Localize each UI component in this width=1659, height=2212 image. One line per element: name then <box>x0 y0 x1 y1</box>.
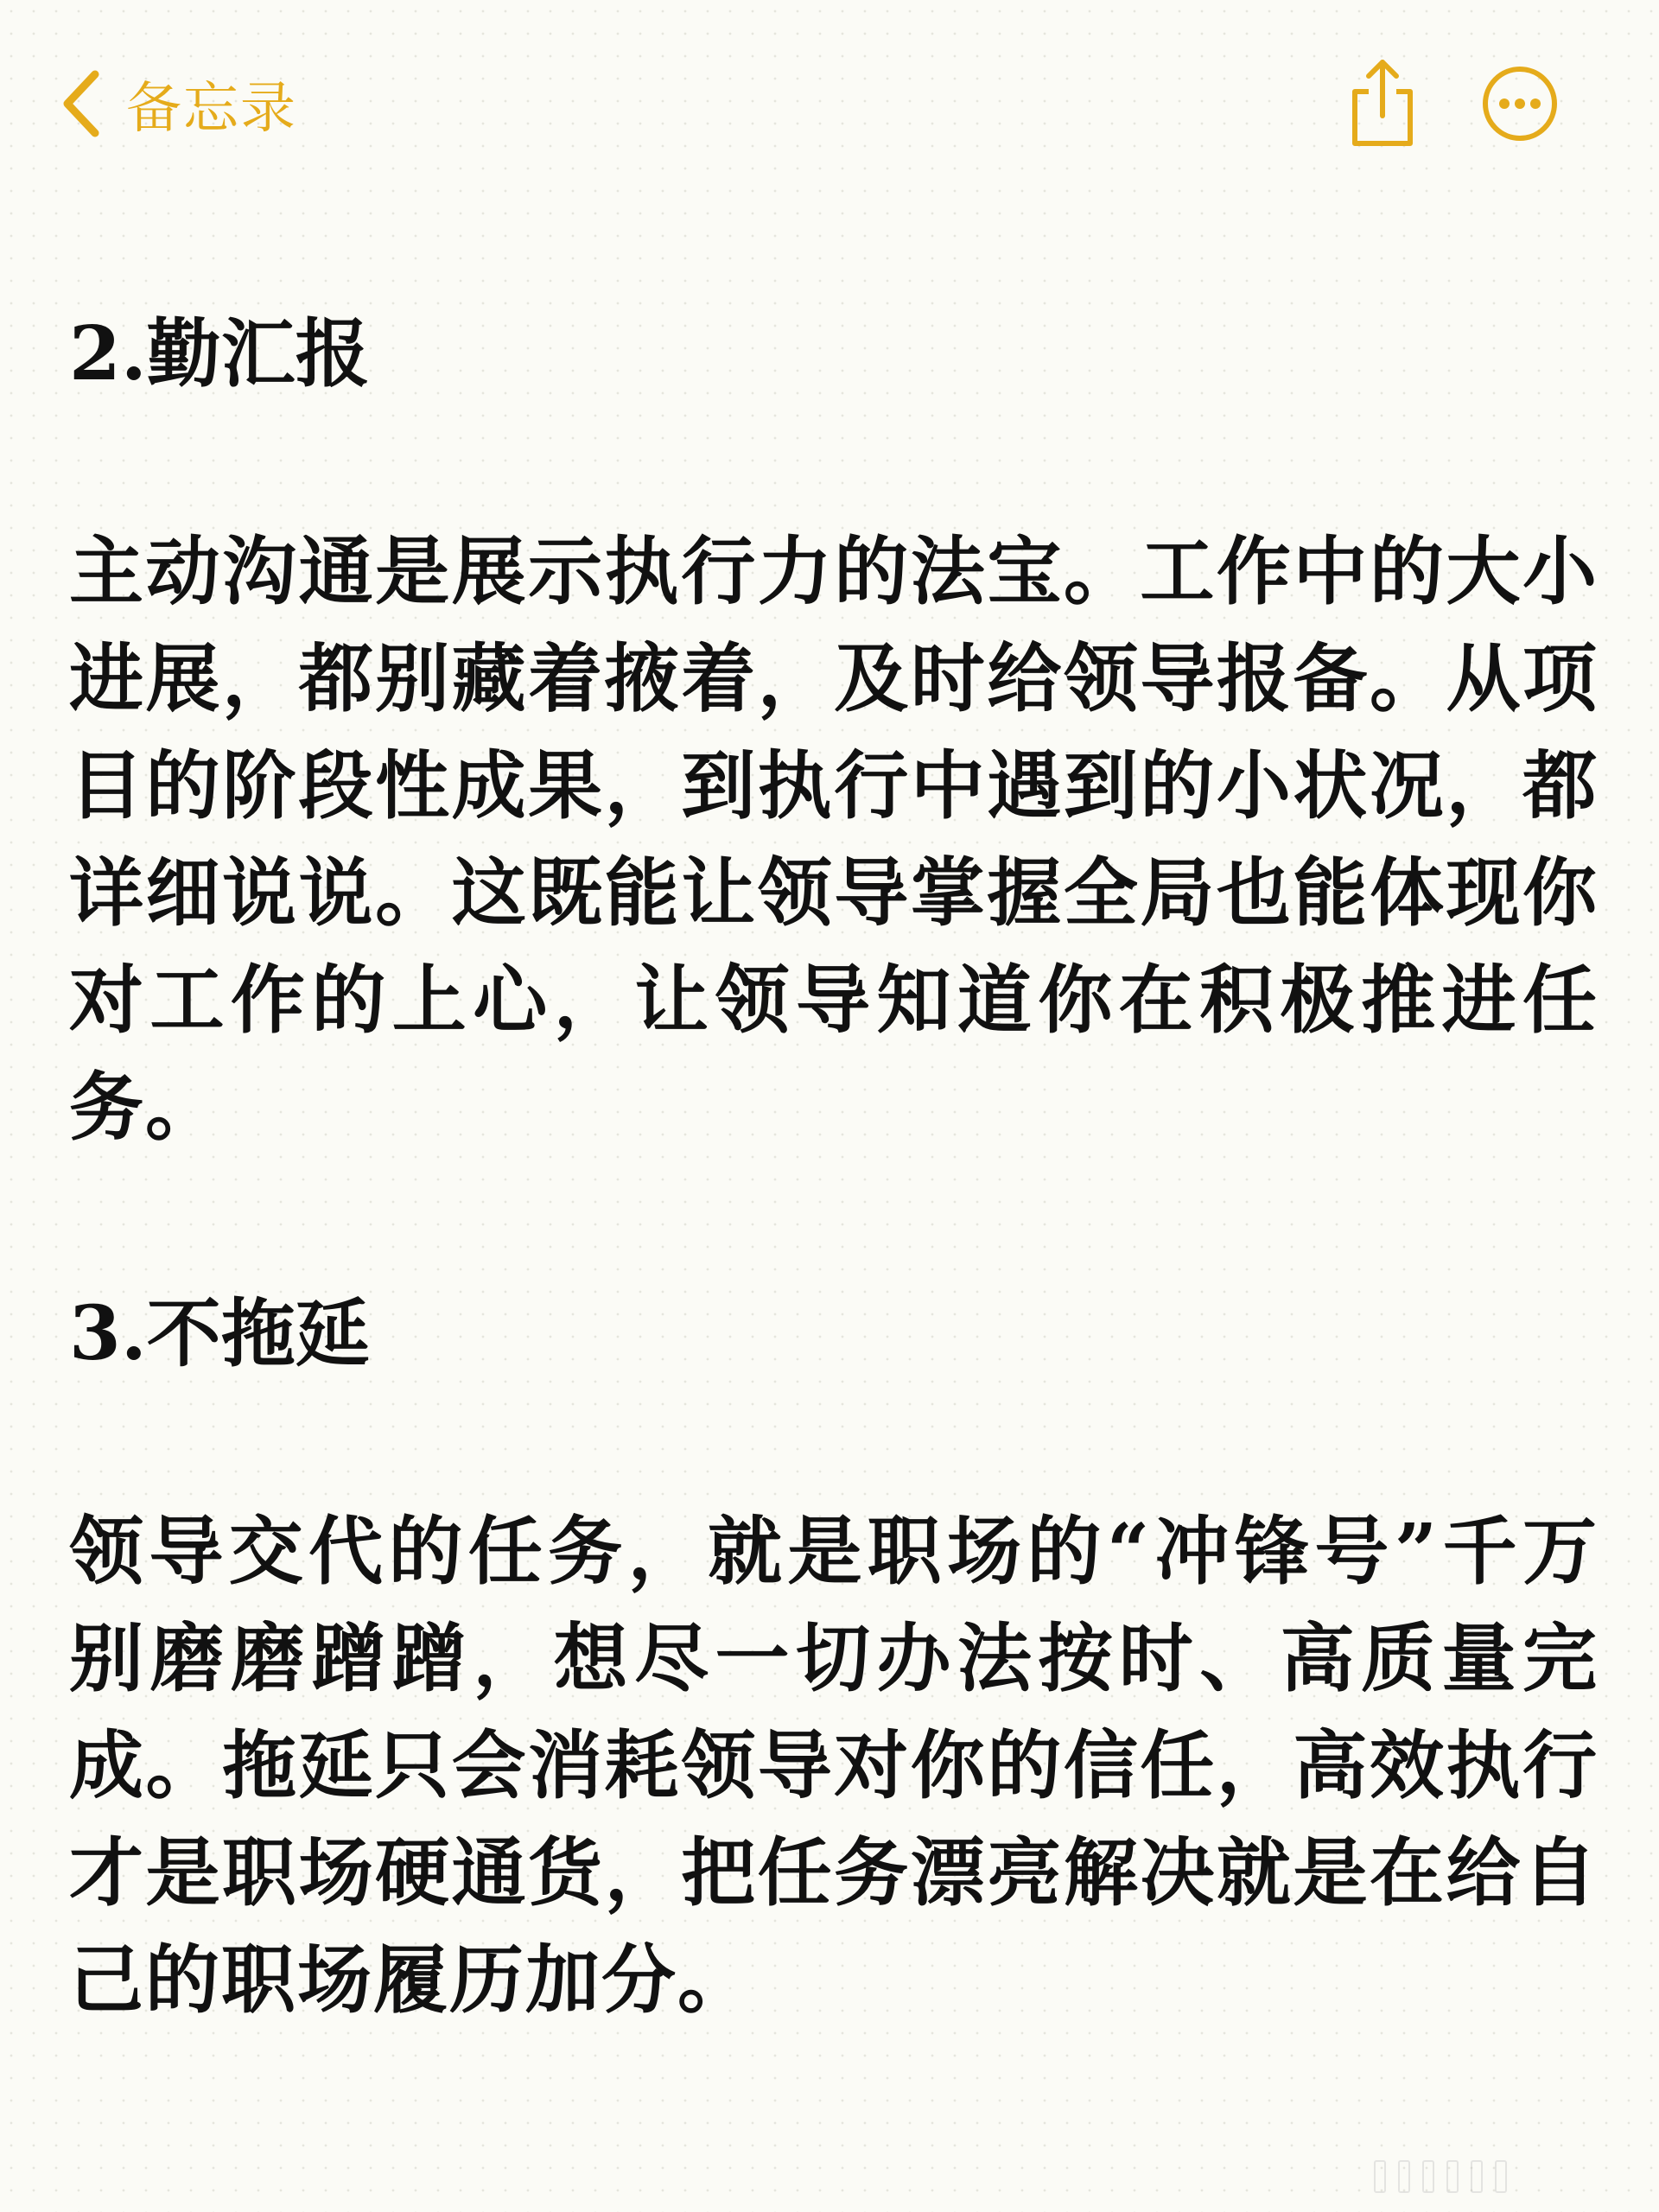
share-icon[interactable] <box>1348 55 1417 150</box>
section-heading: 3.不拖延 <box>69 1290 370 1377</box>
section-paragraph: 主动沟通是展示执行力的法宝。工作中的大小进展，都别藏着掖着，及时给领导报备。从项目的阶段性成果，到执行中遇到的小状况，都详细说说。这既能让领导掌握全局也能体现你对工作的上心，让领导知道你在积极推进任务。 <box>69 528 1599 1151</box>
watermark-marks <box>1374 2160 1507 2193</box>
section-paragraph: 领导交代的任务，就是职场的“冲锋号”千万别磨磨蹭蹭，想尽一切办法按时、高质量完成。拖延只会消耗领导对你的信任，高效执行才是职场硬通货，把任务漂亮解决就是在给自己的职场履历加分。 <box>69 1508 1599 2024</box>
more-ellipsis-icon[interactable] <box>1480 64 1560 143</box>
note-content[interactable] <box>69 302 1599 2034</box>
back-button-label: 备忘录 <box>126 76 297 141</box>
navigation-bar <box>0 0 1659 207</box>
section-heading: 2.勤汇报 <box>69 310 370 397</box>
back-button[interactable] <box>60 62 297 144</box>
chevron-left-icon <box>60 69 102 138</box>
